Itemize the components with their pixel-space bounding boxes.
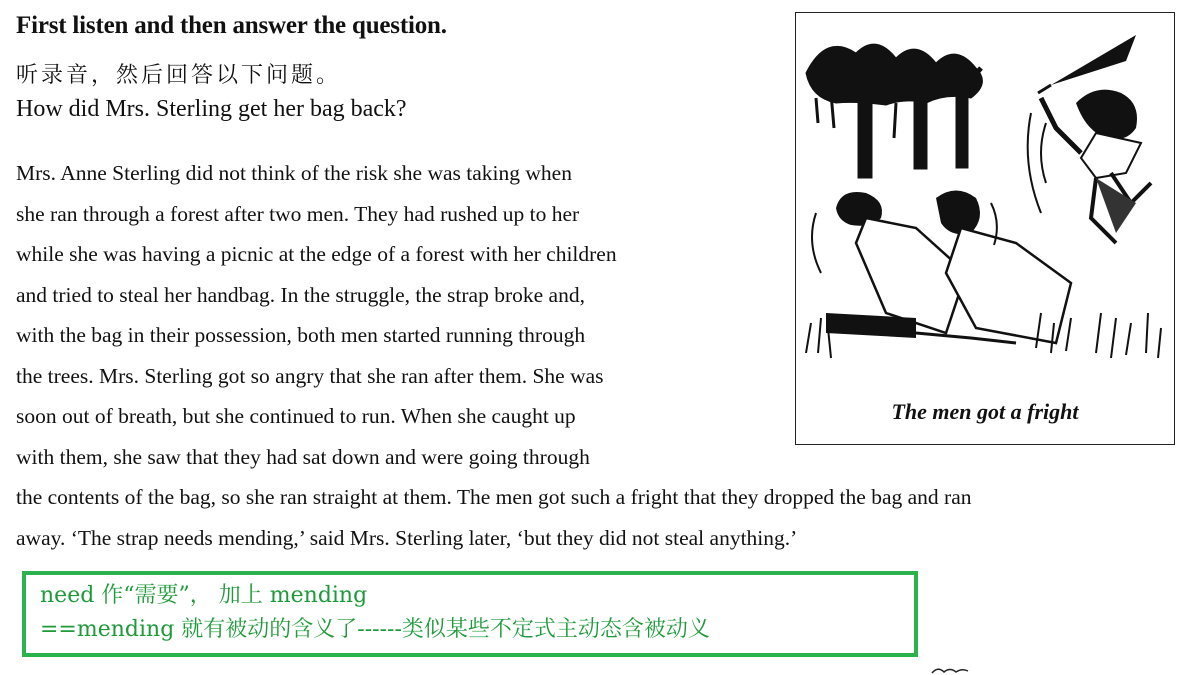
- page-title: First listen and then answer the question.: [16, 12, 447, 39]
- passage-line: she ran through a forest after two men. They had rushed up to her: [16, 201, 580, 226]
- illustration: [795, 12, 1175, 445]
- passage-line: and tried to steal her handbag. In the struggle, the strap broke and,: [16, 282, 585, 307]
- annotation-line: ==mending 就有被动的含义了------类似某些不定式主动态含被动义: [40, 617, 710, 642]
- annotation-box: [22, 571, 918, 657]
- illustration-caption: The men got a fright: [891, 399, 1079, 424]
- trees-drawing: [806, 44, 982, 178]
- passage-line: the trees. Mrs. Sterling got so angry that she ran after them. She was: [16, 363, 604, 388]
- passage-line: the contents of the bag, so she ran straight at them. The men got such a fright that they dropped the bag and ran: [16, 485, 972, 509]
- passage: [16, 153, 972, 558]
- passage-line: while she was having a picnic at the edge of a forest with her children: [16, 242, 617, 266]
- passage-line: away. ‘The strap needs mending,’ said Mrs. Sterling later, ‘but they did not steal anything.’: [16, 525, 798, 550]
- crouching-men-drawing: [812, 191, 1071, 344]
- passage-line: soon out of breath, but she continued to run. When she caught up: [16, 404, 576, 428]
- chinese-instruction: 听录音，然后回答以下问题。: [16, 63, 342, 88]
- question-text: How did Mrs. Sterling get her bag back?: [16, 96, 407, 122]
- passage-line: Mrs. Anne Sterling did not think of the risk she was taking when: [16, 161, 572, 185]
- annotation-line: need 作“需要”， 加上 mending: [40, 583, 368, 608]
- cartoon-drawing: [796, 13, 1173, 393]
- passage-line: with them, she saw that they had sat down and were going through: [16, 444, 590, 469]
- passage-line: with the bag in their possession, both men started running through: [16, 323, 586, 347]
- woman-with-umbrella-drawing: [1028, 35, 1151, 243]
- ink-scribble: [930, 664, 970, 675]
